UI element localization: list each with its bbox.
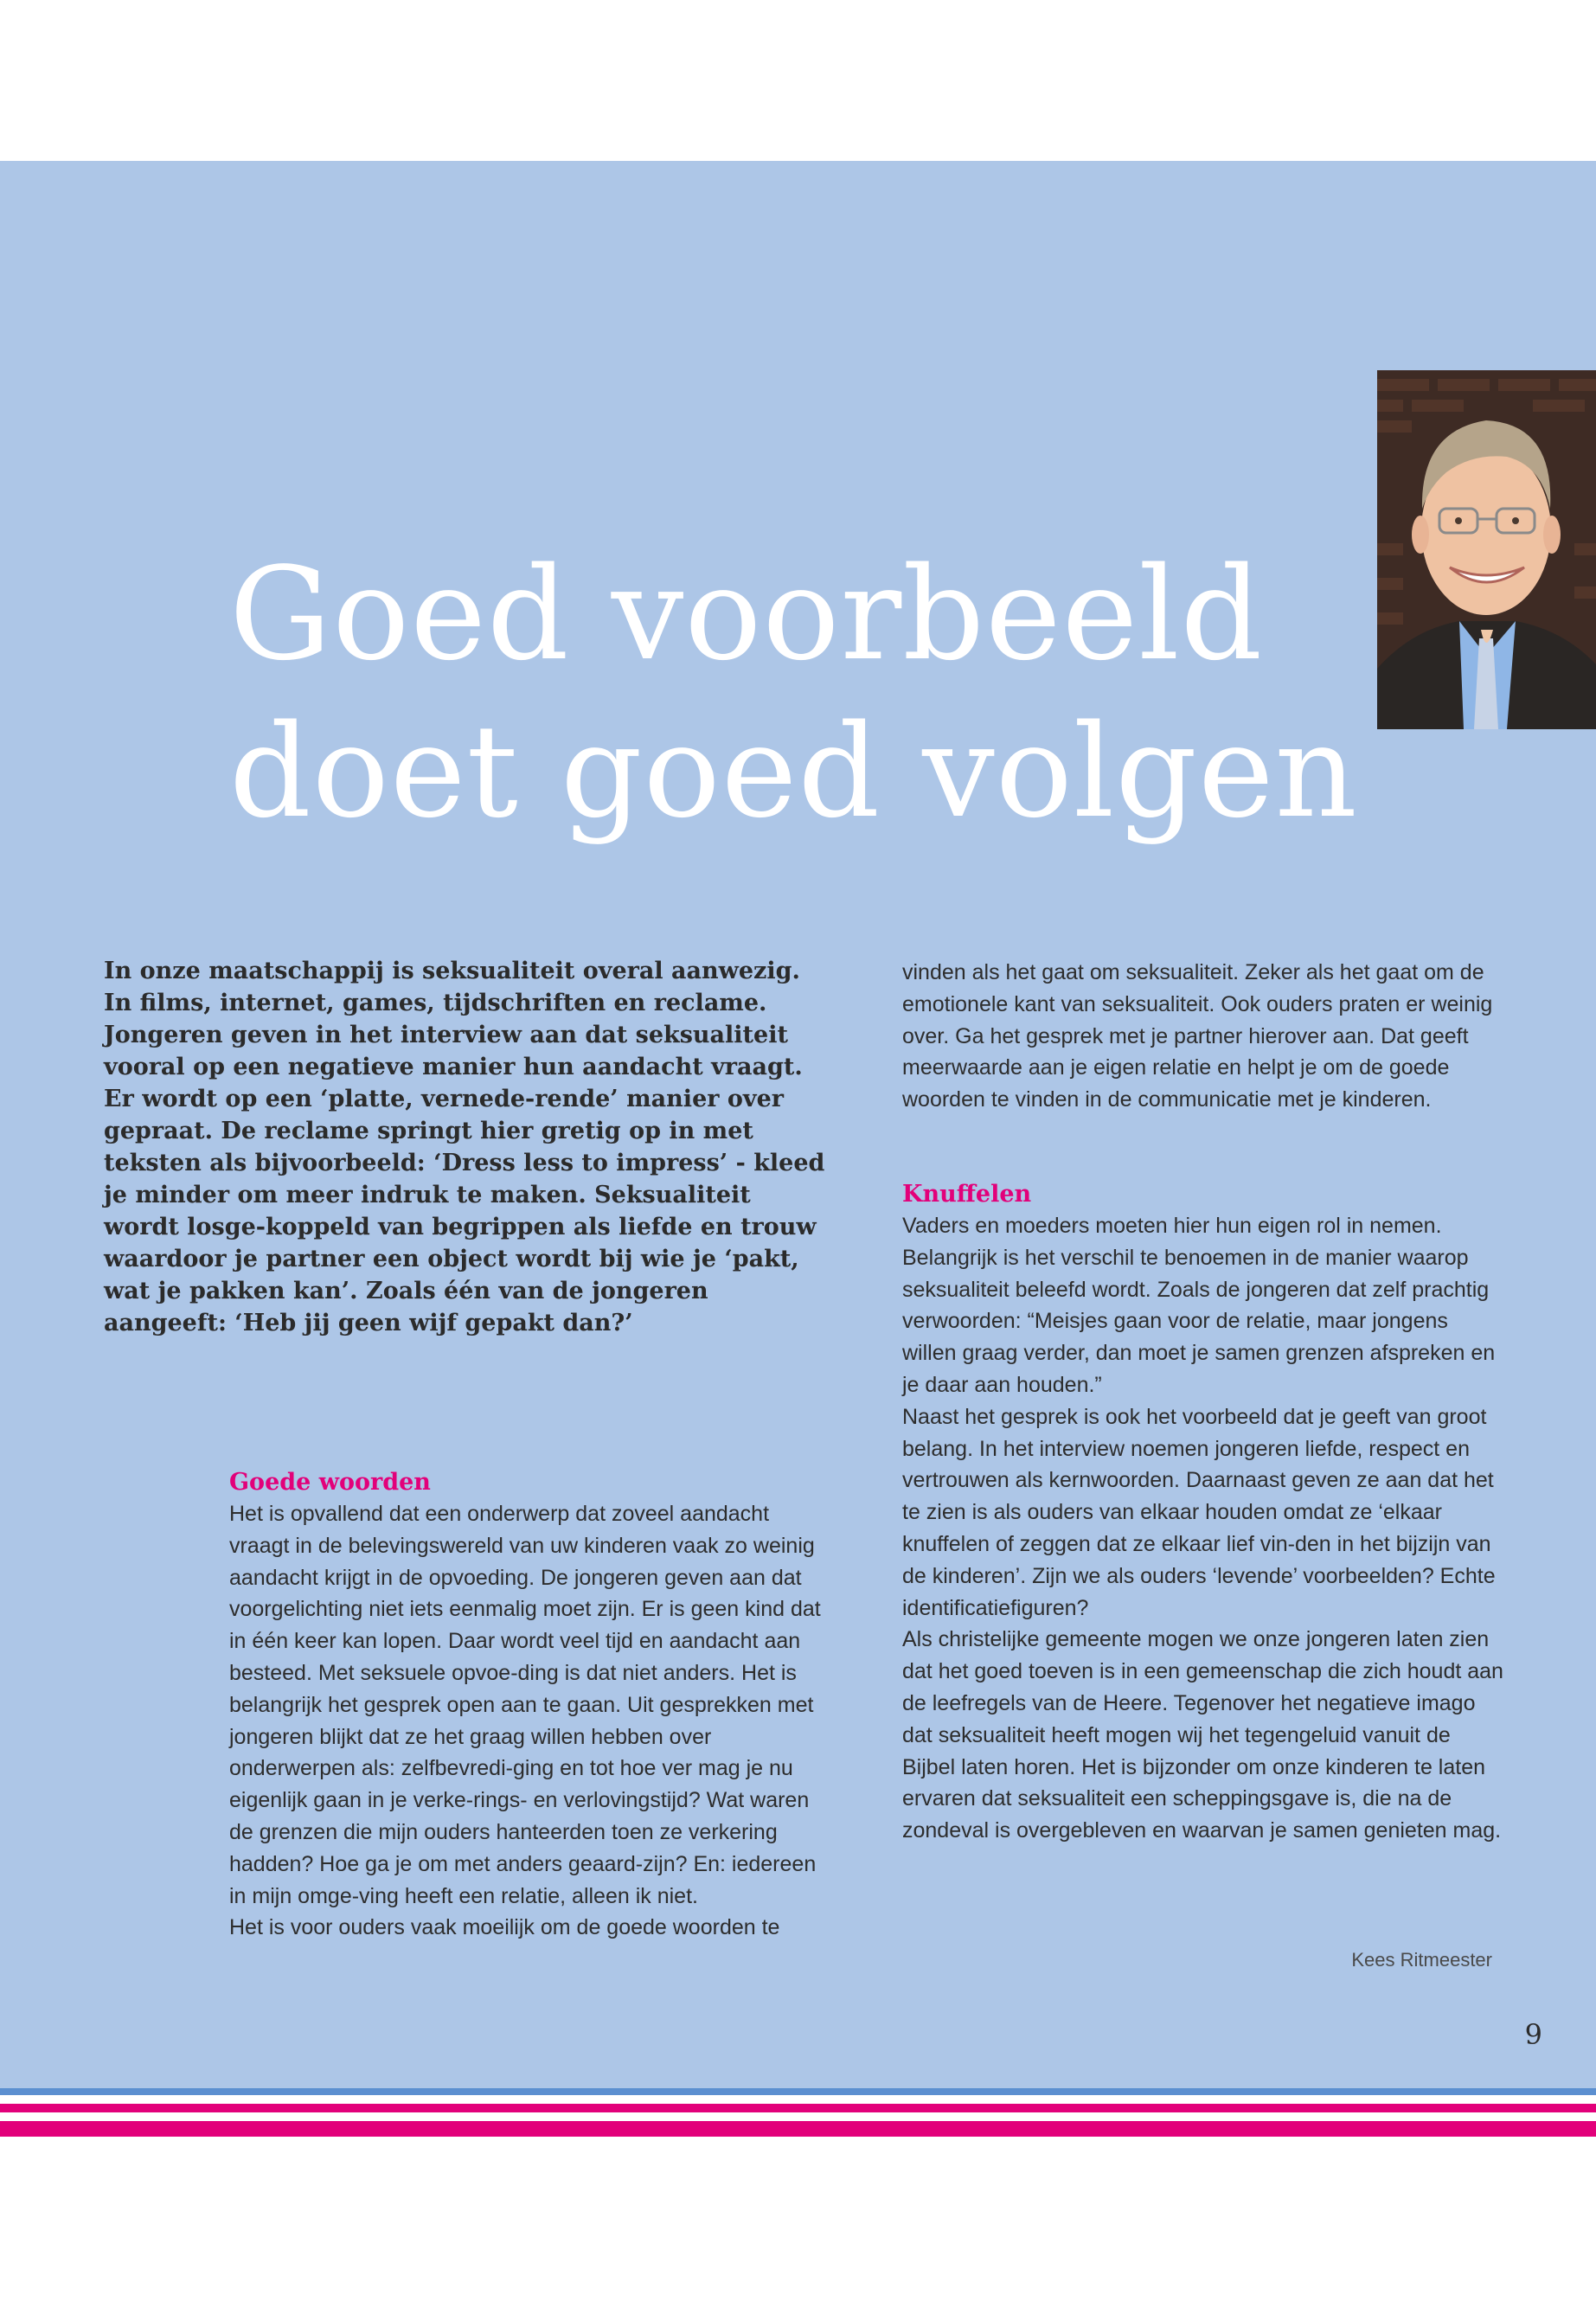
title-line-1: Goed voorbeeld <box>229 540 1264 689</box>
footer-stripe-pink <box>0 2121 1596 2137</box>
article-intro <box>104 955 830 1339</box>
continuation-column <box>902 957 1508 1116</box>
author-portrait-photo <box>1377 370 1596 729</box>
article-title <box>229 535 1358 850</box>
section-paragraph: Als christelijke gemeente mogen we onze jongeren laten zien dat het goed toeven is in een gemeenschap die zich houdt aan de leefregels van de Heere. Tegenover het negatieve imago dat seksualiteit heeft mogen wij het tegengeluid vanuit de Bijbel laten horen. Het is bijzonder om onze kinderen te laten ervaren dat seksualiteit een scheppingsgave is, die na de zondeval is overgebleven en waarvan je samen genieten mag. <box>902 1627 1503 1843</box>
section-paragraph: Vaders en moeders moeten hier hun eigen rol in nemen. Belangrijk is het verschil te benoemen in de manier waarop seksualiteit beleefd wordt. Zoals de jongeren dat zelf prachtig verwoorden: “Meisjes gaan voor de relatie, maar jongens willen graag verder, dan moet je samen grenzen afspreken en je daar aan houden.” <box>902 1214 1496 1397</box>
page-number: 9 <box>1524 2018 1542 2051</box>
section-goede-woorden <box>229 1466 835 1944</box>
section-heading-goede-woorden: Goede woorden <box>229 1469 431 1496</box>
title-line-2: doet goed volgen <box>229 697 1358 847</box>
section-paragraph: Naast het gesprek is ook het voorbeeld dat je geeft van groot belang. In het interview noemen jongeren liefde, respect en vertrouwen als kernwoorden. Daarnaast geven ze aan dat het te zien is als ouders van elkaar houden omdat ze ‘elkaar knuffelen of zeggen dat ze elkaar lief vin-den in het bijzijn van de kinderen’. Zijn we als ouders ‘levende’ voorbeelden? Echte identificatiefiguren? <box>902 1404 1496 1620</box>
footer-stripe-pink <box>0 2104 1596 2112</box>
author-byline: Kees Ritmeester <box>1351 1949 1492 1971</box>
section-paragraph: Het is voor ouders vaak moeilijk om de goede woorden te <box>229 1915 780 1940</box>
section-heading-knuffelen: Knuffelen <box>902 1181 1032 1208</box>
intro-paragraph: In onze maatschappij is seksualiteit overal aanwezig. In films, internet, games, tijdschriften en reclame. Jongeren geven in het interview aan dat seksualiteit vooral op een negatieve manier hun aandacht vraagt. Er wordt op een ‘platte, vernede-rende’ manier over gepraat. De reclame springt hier gretig op in met teksten als bijvoorbeeld: ‘Dress less to impress’ - kleed je minder om meer indruk te maken. Seksualiteit wordt losge-koppeld van begrippen als liefde en trouw waardoor je partner een object wordt bij wie je ‘pakt, wat je pakken kan’. Zoals één van de jongeren aangeeft: ‘Heb jij geen wijf gepakt dan?’ <box>104 958 825 1336</box>
footer-stripe-blue <box>0 2088 1596 2095</box>
section-knuffelen <box>902 1178 1508 1847</box>
continuation-paragraph: vinden als het gaat om seksualiteit. Zeker als het gaat om de emotionele kant van seksualiteit. Ook ouders praten er weinig over. Ga het gesprek met je partner hierover aan. Dat geeft meerwaarde aan je eigen relatie en helpt je om de goede woorden te vinden in de communicatie met je kinderen. <box>902 960 1493 1112</box>
section-paragraph: Het is opvallend dat een onderwerp dat zoveel aandacht vraagt in de belevingswereld van uw kinderen vaak zo weinig aandacht krijgt in de opvoeding. De jongeren geven aan dat voorgelichting niet iets eenmalig moet zijn. Er is geen kind dat in één keer kan lopen. Daar wordt veel tijd en aandacht aan besteed. Met seksuele opvoe-ding is dat niet anders. Het is belangrijk het gesprek open aan te gaan. Uit gesprekken met jongeren blijkt dat ze het graag willen hebben over onderwerpen als: zelfbevredi-ging en tot hoe ver mag je nu eigenlijk gaan in je verke-rings- en verlovingstijd? Wat waren de grenzen die mijn ouders hanteerden toen ze verkering hadden? Hoe ga je om met anders geaard-zijn? En: iedereen in mijn omge-ving heeft een relatie, alleen ik niet. <box>229 1502 821 1908</box>
